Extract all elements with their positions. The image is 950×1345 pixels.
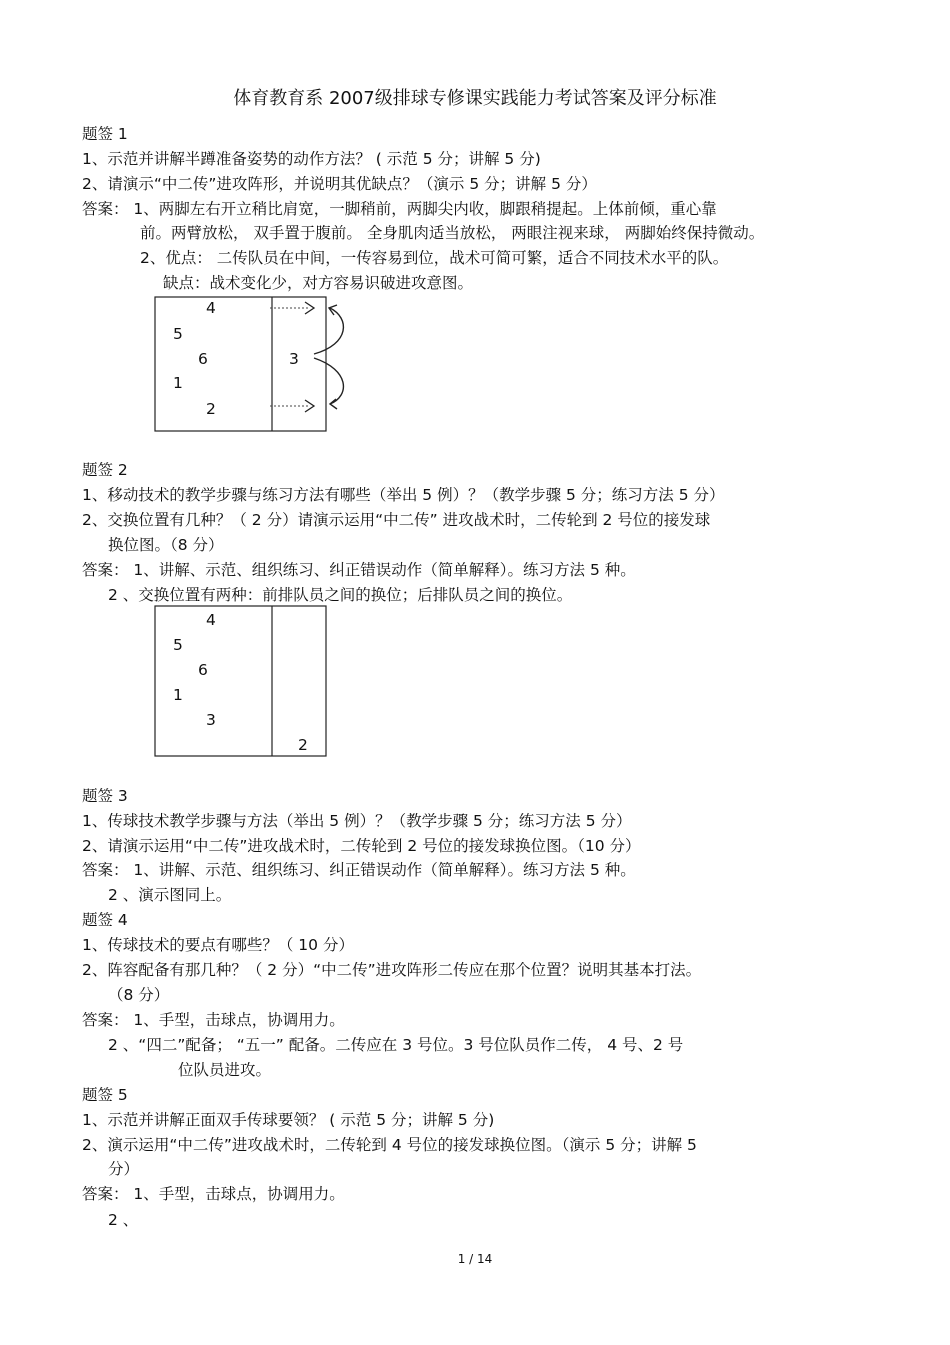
- court-position-6: 6: [198, 661, 208, 679]
- court-position-6: 6: [198, 350, 208, 368]
- court-position-3: 3: [289, 350, 299, 368]
- court-position-1: 1: [173, 374, 183, 392]
- court-position-4: 4: [206, 299, 216, 317]
- court-position-5: 5: [173, 636, 183, 654]
- question-line: （8 分）: [108, 986, 170, 1004]
- answer-line: 2 、交换位置有两种：前排队员之间的换位；后排队员之间的换位。: [108, 586, 573, 604]
- question-line: 1、传球技术教学步骤与方法（举出 5 例）？（教学步骤 5 分；练习方法 5 分）: [82, 812, 632, 830]
- question-heading-5: 题签 5: [82, 1086, 128, 1104]
- question-line: 换位图。（8 分）: [108, 536, 224, 554]
- question-line: 1、传球技术的要点有哪些？（ 10 分）: [82, 936, 354, 954]
- question-line: 2、演示运用“中二传”进攻战术时，二传轮到 4 号位的接发球换位图。（演示 5 分；讲解 5: [82, 1136, 697, 1154]
- court-position-2: 2: [206, 400, 216, 418]
- answer-line: 答案： 1、手型，击球点，协调用力。: [82, 1011, 345, 1029]
- question-heading-1: 题签 1: [82, 125, 128, 143]
- question-line: 2、请演示“中二传”进攻阵形，并说明其优缺点？（演示 5 分；讲解 5 分）: [82, 175, 597, 193]
- question-line: 分）: [108, 1160, 140, 1178]
- question-heading-4: 题签 4: [82, 911, 128, 929]
- question-heading-2: 题签 2: [82, 461, 128, 479]
- court-position-5: 5: [173, 325, 183, 343]
- court-diagram-1: [154, 296, 354, 434]
- answer-line: 缺点：战术变化少，对方容易识破进攻意图。: [163, 274, 474, 292]
- curve-arrow-down: [314, 358, 343, 404]
- court-position-1: 1: [173, 686, 183, 704]
- answer-line: 答案： 1、手型，击球点，协调用力。: [82, 1185, 345, 1203]
- question-line: 2、交换位置有几种？（ 2 分）请演示运用“中二传” 进攻战术时，二传轮到 2 号位的接发球: [82, 511, 711, 529]
- answer-line: 前。两臂放松， 双手置于腹前。 全身肌肉适当放松， 两眼注视来球， 两脚始终保持微动。: [140, 224, 765, 242]
- question-line: 1、移动技术的教学步骤与练习方法有哪些（举出 5 例）？（教学步骤 5 分；练习方法 5 分）: [82, 486, 725, 504]
- answer-line: 2 、: [108, 1211, 139, 1229]
- question-line: 2、阵容配备有那几种？（ 2 分）“中二传”进攻阵形二传应在那个位置？说明其基本打法。: [82, 961, 702, 979]
- question-line: 1、示范并讲解正面双手传球要领？ ( 示范 5 分；讲解 5 分): [82, 1111, 495, 1129]
- answer-line: 位队员进攻。: [178, 1061, 272, 1079]
- answer-line: 答案： 1、讲解、示范、组织练习、纠正错误动作（简单解释）。练习方法 5 种。: [82, 861, 636, 879]
- question-line: 2、请演示运用“中二传”进攻战术时，二传轮到 2 号位的接发球换位图。（10 分）: [82, 837, 641, 855]
- court-position-3: 3: [206, 711, 216, 729]
- answer-line: 答案： 1、两脚左右开立稍比肩宽，一脚稍前，两脚尖内收，脚跟稍提起。上体前倾，重心靠: [82, 200, 717, 218]
- page-number: 1 / 14: [457, 1252, 493, 1266]
- question-line: 1、示范并讲解半蹲准备姿势的动作方法？ ( 示范 5 分；讲解 5 分): [82, 150, 541, 168]
- court-position-4: 4: [206, 611, 216, 629]
- answer-line: 2 、演示图同上。: [108, 886, 232, 904]
- court-position-2: 2: [298, 736, 308, 754]
- answer-line: 答案： 1、讲解、示范、组织练习、纠正错误动作（简单解释）。练习方法 5 种。: [82, 561, 636, 579]
- question-heading-3: 题签 3: [82, 787, 128, 805]
- curve-arrow-up: [314, 308, 343, 354]
- answer-line: 2、优点： 二传队员在中间，一传容易到位，战术可简可繁，适合不同技术水平的队。: [140, 249, 729, 267]
- document-title: 体育教育系 2007级排球专修课实践能力考试答案及评分标准: [233, 88, 717, 109]
- answer-line: 2 、“四二”配备； “五一” 配备。二传应在 3 号位。3 号位队员作二传， 4 号、2 号: [108, 1036, 684, 1054]
